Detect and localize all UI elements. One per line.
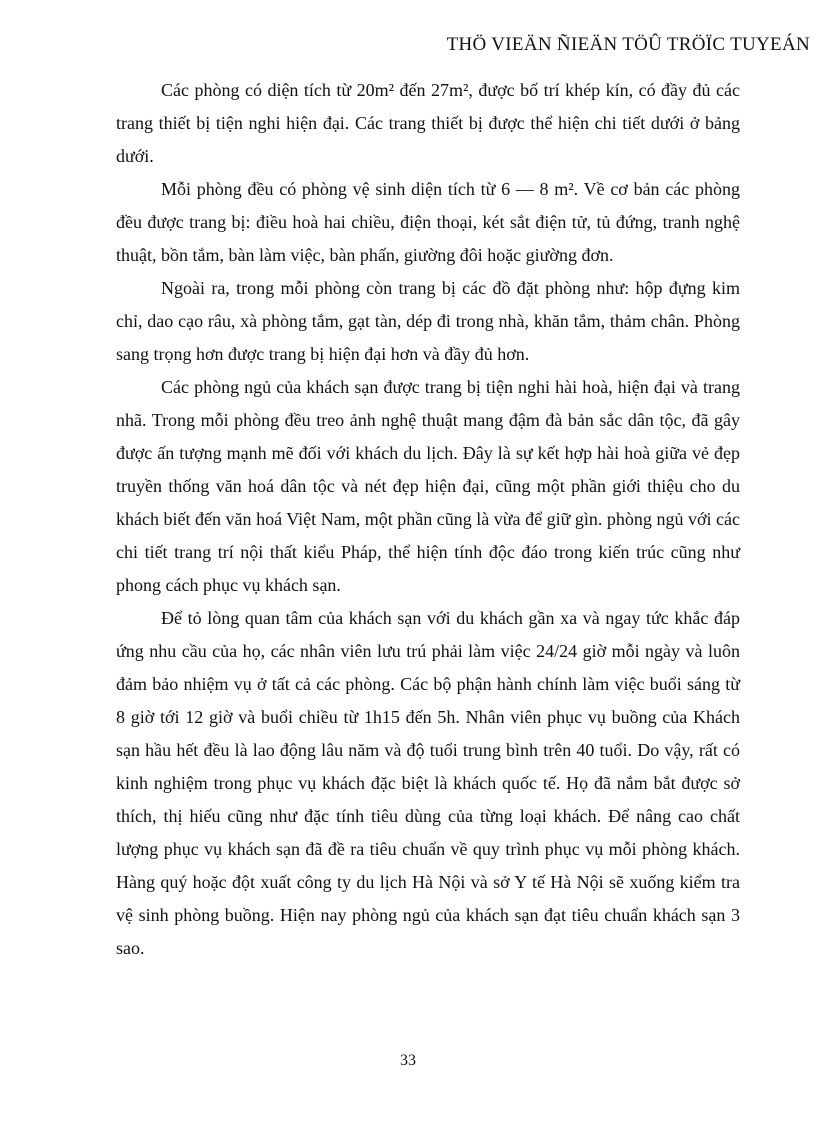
paragraph-staff-service: Để tỏ lòng quan tâm của khách sạn với du khách gần xa và ngay tức khắc đáp ứng nhu cầu của họ, các nhân viên lưu trú phải làm việc 24/24 giờ mỗi ngày và luôn đảm bảo nhiệm vụ ở tất cả các phòng. Các bộ phận hành chính làm việc buổi sáng từ 8 giờ tới 12 giờ và buổi chiều từ 1h15 đến 5h. Nhân viên phục vụ buồng của Khách sạn hầu hết đều là lao động lâu năm và độ tuổi trung bình trên 40 tuổi. Do vậy, rất có kinh nghiệm trong phục vụ khách đặc biệt là khách quốc tế. Họ đã nắm bắt được sở thích, thị hiếu cũng như đặc tính tiêu dùng của từng loại khách. Để nâng cao chất lượng phục vụ khách sạn đã đề ra tiêu chuẩn về quy trình phục vụ mỗi phòng khách. Hàng quý hoặc đột xuất công ty du lịch Hà Nội và sở Y tế Hà Nội sẽ xuống kiểm tra vệ sinh phòng buồng. Hiện nay phòng ngủ của khách sạn đạt tiêu chuẩn khách sạn 3 sao. [116, 608, 740, 958]
paragraph-room-decor: Các phòng ngủ của khách sạn được trang bị tiện nghi hài hoà, hiện đại và trang nhã. Trong mỗi phòng đều treo ảnh nghệ thuật mang đậm đà bản sắc dân tộc, đã gây được ấn tượng mạnh mẽ đối với khách du lịch. Đây là sự kết hợp hài hoà giữa vẻ đẹp truyền thống văn hoá dân tộc và nét đẹp hiện đại, cũng một phần giới thiệu cho du khách biết đến văn hoá Việt Nam, một phần cũng là vừa để giữ gìn. phòng ngủ với các chi tiết trang trí nội thất kiểu Pháp, thể hiện tính độc đáo trong kiến trúc cũng như phong cách phục vụ khách sạn. [116, 377, 740, 595]
page-number: 33 [400, 1052, 416, 1069]
running-header: THÖ VIEÄN ÑIEÄN TÖÛ TRÖÏC TUYEÁN [446, 34, 810, 55]
body-text [116, 74, 740, 965]
paragraph-room-area: Các phòng có diện tích từ 20m² đến 27m², được bố trí khép kín, có đầy đủ các trang thiết bị tiện nghi hiện đại. Các trang thiết bị được thể hiện chi tiết dưới ở bảng dưới. [116, 80, 740, 166]
paragraph-amenities: Ngoài ra, trong mỗi phòng còn trang bị các đồ đặt phòng như: hộp đựng kim chỉ, dao cạo râu, xà phòng tắm, gạt tàn, dép đi trong nhà, khăn tắm, thảm chân. Phòng sang trọng hơn được trang bị hiện đại hơn và đầy đủ hơn. [116, 278, 740, 364]
paragraph-bathroom-equipment: Mỗi phòng đều có phòng vệ sinh diện tích từ 6 — 8 m². Về cơ bản các phòng đều được trang bị: điều hoà hai chiều, điện thoại, két sắt điện tử, tủ đứng, tranh nghệ thuật, bồn tắm, bàn làm việc, bàn phấn, giường đôi hoặc giường đơn. [116, 179, 740, 265]
